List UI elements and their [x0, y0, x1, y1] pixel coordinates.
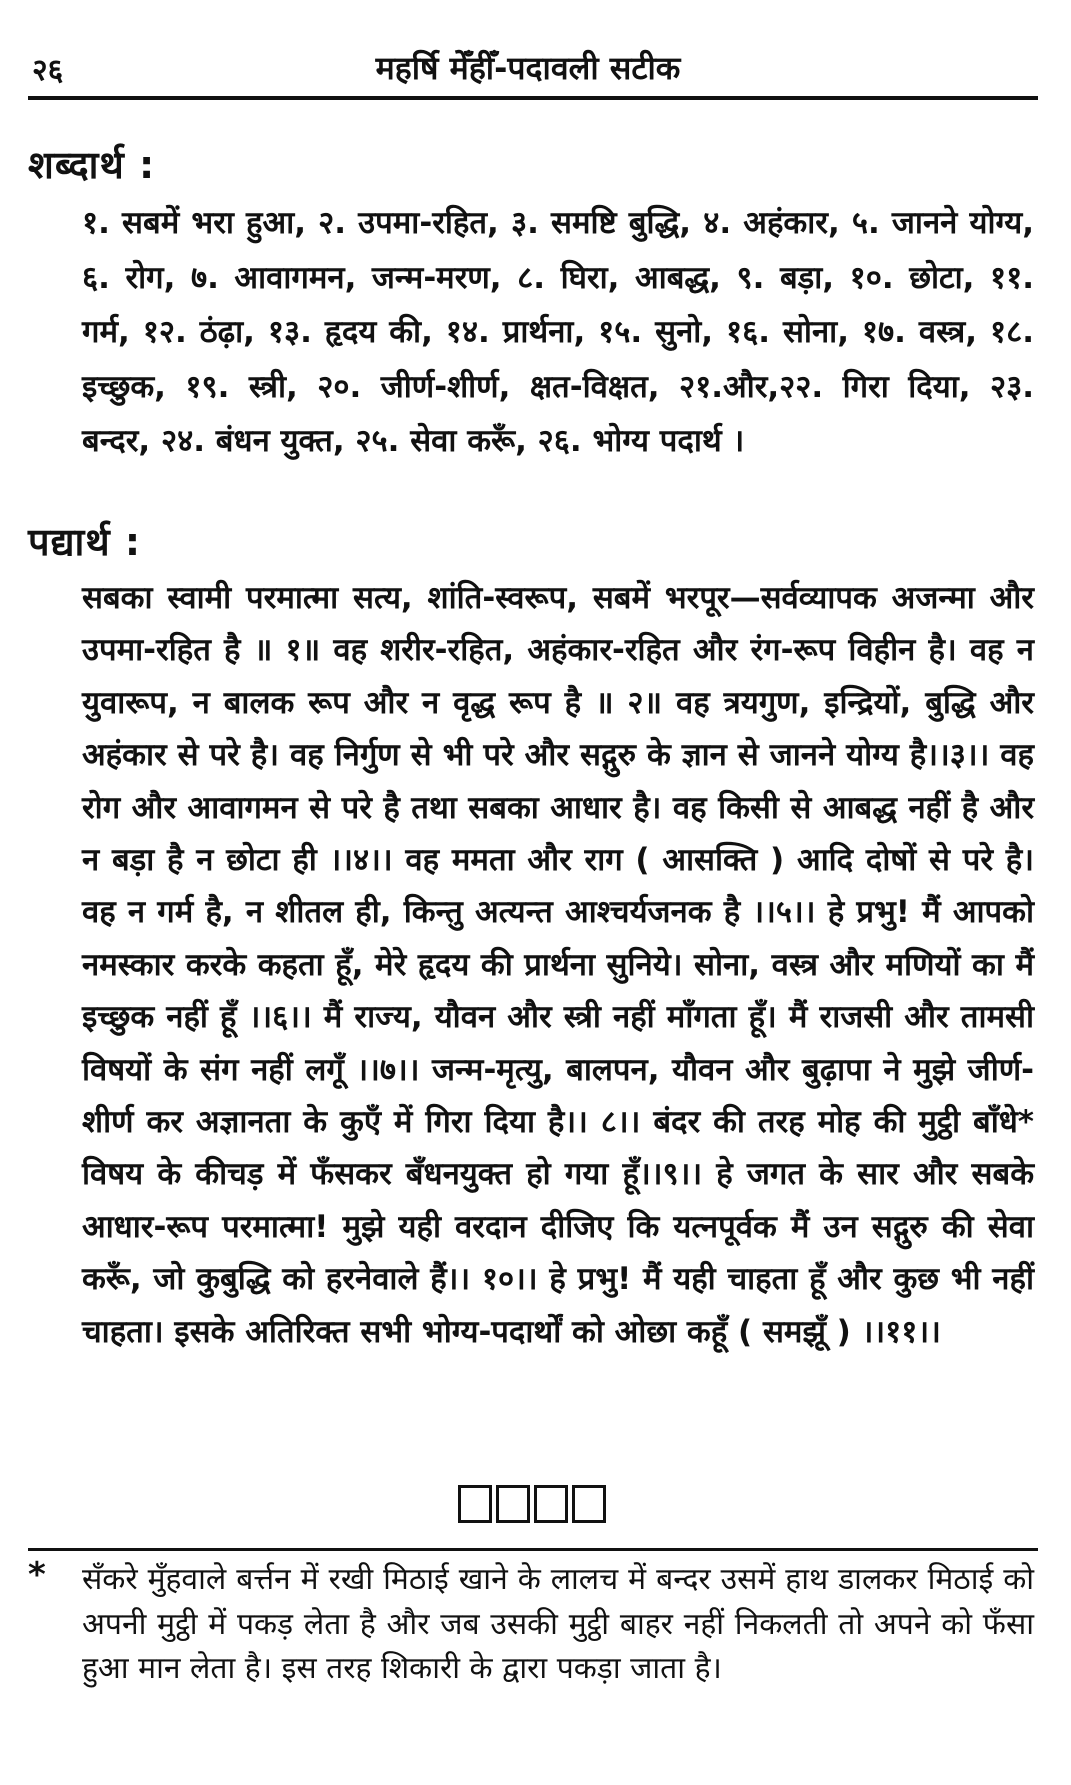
book-title: महर्षि मेँहीँ-पदावली सटीक [375, 49, 681, 87]
shabdarth-heading: शब्दार्थ : [28, 143, 156, 187]
padyarth-heading: पद्यार्थ : [28, 520, 142, 564]
glossary-paragraph: १. सबमें भरा हुआ, २. उपमा-रहित, ३. समष्टि बुद्धि, ४. अहंकार, ५. जानने योग्य, ६. रोग, ७. आवागमन, जन्म-मरण, ८. घिरा, आबद्ध, ९. बड़ा, १०. छोटा, ११. गर्म, १२. ठंढ़ा, १३. हृदय की, १४. प्रार्थना, १५. सुनो, १६. सोना, १७. वस्त्र, १८. इच्छुक, १९. स्त्री, २०. जीर्ण-शीर्ण, क्षत-विक्षत, २१.और,२२. गिरा दिया, २३. बन्दर, २४. बंधन युक्त, २५. सेवा करूँ, २६. भोग्य पदार्थ । [82, 205, 1034, 459]
page-number: २६ [32, 53, 64, 88]
footnote-text: सँकरे मुँहवाले बर्त्तन में रखी मिठाई खाने के लालच में बन्दर उसमें हाथ डालकर मिठाई को अपनी मुट्ठी में पकड़ लेता है और जब उसकी मुट्ठी बाहर नहीं निकलती तो अपने को फँसा हुआ मान लेता है। इस तरह शिकारी के द्वारा पकड़ा जाता है। [82, 1562, 1034, 1687]
ornament-box [458, 1485, 492, 1523]
ornament-box [572, 1485, 606, 1523]
section-end-ornament [458, 1485, 606, 1523]
header-divider [28, 96, 1038, 100]
footnote-divider [28, 1548, 1038, 1551]
running-head [28, 40, 1028, 92]
ornament-box [534, 1485, 568, 1523]
meaning-paragraph: सबका स्वामी परमात्मा सत्य, शांति-स्वरूप, सबमें भरपूर—सर्वव्यापक अजन्मा और उपमा-रहित है ॥ १॥ वह शरीर-रहित, अहंकार-रहित और रंग-रूप विहीन है। वह न युवारूप, न बालक रूप और न वृद्ध रूप है ॥ २॥ वह त्रयगुण, इन्द्रियों, बुद्धि और अहंकार से परे है। वह निर्गुण से भी परे और सद्गुरु के ज्ञान से जानने योग्य है।।३।। वह रोग और आवागमन से परे है तथा सबका आधार है। वह किसी से आबद्ध नहीं है और न बड़ा है न छोटा ही ।।४।। वह ममता और राग ( आसक्ति ) आदि दोषों से परे है। वह न गर्म है, न शीतल ही, किन्तु अत्यन्त आश्चर्यजनक है ।।५।। हे प्रभु! मैं आपको नमस्कार करके कहता हूँ, मेरे हृदय की प्रार्थना सुनिये। सोना, वस्त्र और मणियों का मैं इच्छुक नहीं हूँ ।।६।। मैं राज्य, यौवन और स्त्री नहीं माँगता हूँ। मैं राजसी और तामसी विषयों के संग नहीं लगूँ ।।७।। जन्म-मृत्यु, बालपन, यौवन और बुढ़ापा ने मुझे जीर्ण-शीर्ण कर अज्ञानता के कुएँ में गिरा दिया है।। ८।। बंदर की तरह मोह की मुट्ठी बाँधे* विषय के कीचड़ में फँसकर बँधनयुक्त हो गया हूँ।।९।। हे जगत के सार और सबके आधार-रूप परमात्मा! मुझे यही वरदान दीजिए कि यत्नपूर्वक मैं उन सद्गुरु की सेवा करूँ, जो कुबुद्धि को हरनेवाले हैं।। १०।। हे प्रभु! मैं यही चाहता हूँ और कुछ भी नहीं चाहता। इसके अतिरिक्त सभी भोग्य-पदार्थों को ओछा कहूँ ( समझूँ ) ।।११।। [82, 580, 1034, 1350]
ornament-box [496, 1485, 530, 1523]
footnote-marker: * [28, 1555, 46, 1595]
